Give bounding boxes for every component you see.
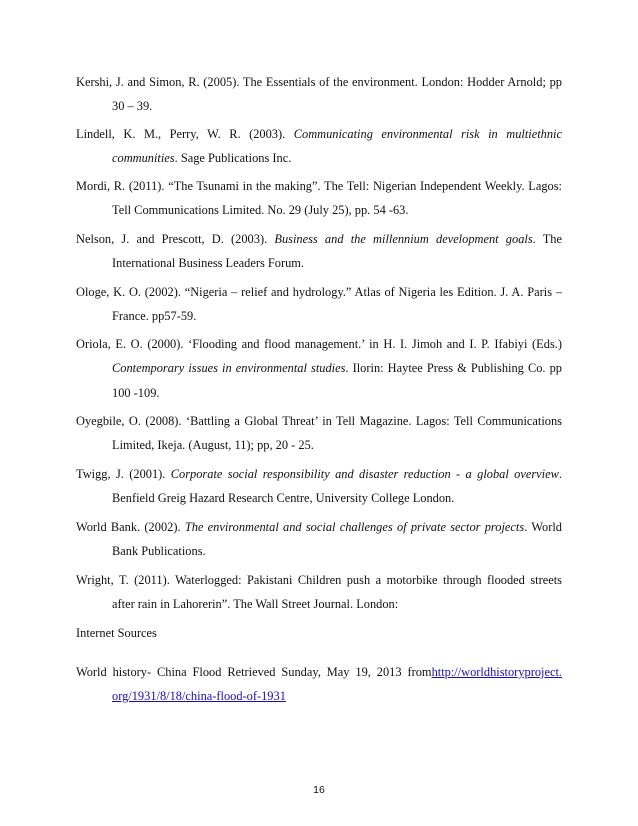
reference-entry: [76, 568, 562, 617]
reference-line: International Business Leaders Forum.: [112, 256, 305, 271]
reference-line: [76, 462, 562, 486]
reference-line: Tell Communications Limited. No. 29 (July 25), pp. 54 -63.: [112, 203, 409, 218]
reference-entry: [76, 515, 562, 564]
reference-line: Ologe, K. O. (2002). “Nigeria – relief and hydrology.” Atlas of Nigeria les Edition. J. A. Paris –: [76, 285, 562, 299]
reference-title: communities: [112, 151, 175, 166]
reference-line: Wright, T. (2011). Waterlogged: Pakistani Children push a motorbike through flooded streets: [76, 573, 562, 587]
reference-line: [76, 356, 562, 380]
reference-entry: [76, 174, 562, 223]
reference-line: [76, 660, 562, 684]
reference-punctuation: .: [558, 467, 562, 481]
reference-link[interactable]: org/1931/8/18/china-flood-of-1931: [112, 689, 286, 704]
reference-publisher: . The: [532, 232, 562, 246]
reference-line: 100 -109.: [112, 385, 160, 400]
reference-publisher: . Ilorin: Haytee Press & Publishing Co. pp: [345, 361, 562, 376]
reference-author: Twigg, J. (2001).: [76, 467, 171, 481]
reference-line: after rain in Lahorerin”. The Wall Street Journal. London:: [112, 597, 399, 612]
reference-entry: [76, 122, 562, 171]
section-heading: Internet Sources: [76, 626, 157, 640]
reference-line: Mordi, R. (2011). “The Tsunami in the making”. The Tell: Nigerian Independent Weekly. Lagos:: [76, 179, 562, 193]
reference-author: World Bank. (2002).: [76, 520, 185, 534]
reference-entry: [76, 280, 562, 329]
reference-author: Lindell, K. M., Perry, W. R. (2003).: [76, 127, 294, 141]
reference-title: The environmental and social challenges of private sector projects: [184, 520, 525, 534]
reference-line: [76, 146, 562, 170]
reference-entry: [76, 660, 562, 709]
reference-line: Limited, Ikeja. (August, 11); pp, 20 - 25.: [112, 438, 314, 453]
reference-line: Oyegbile, O. (2008). ‘Battling a Global Threat’ in Tell Magazine. Lagos: Tell Communications: [76, 414, 562, 428]
reference-title: Contemporary issues in environmental studies: [112, 361, 346, 376]
reference-entry: [76, 409, 562, 458]
reference-publisher: . World: [524, 520, 562, 534]
reference-line: [76, 684, 562, 708]
reference-entry: [76, 227, 562, 276]
reference-author: Nelson, J. and Prescott, D. (2003).: [76, 232, 275, 246]
reference-line: Benfield Greig Hazard Research Centre, University College London.: [112, 491, 455, 506]
reference-publisher: . Sage Publications Inc.: [174, 151, 292, 166]
reference-line: Kershi, J. and Simon, R. (2005). The Essentials of the environment. London: Hodder Arnold; pp: [76, 75, 562, 89]
reference-link[interactable]: http://worldhistoryproject.: [431, 665, 562, 679]
reference-line: Oriola, E. O. (2000). ‘Flooding and flood management.’ in H. I. Jimoh and I. P. Ifabiyi (Eds.): [76, 337, 562, 351]
reference-title: Corporate social responsibility and disaster reduction - a global overview: [170, 467, 559, 481]
reference-title: Business and the millennium development goals: [274, 232, 533, 246]
page-number: 16: [313, 784, 325, 796]
reference-entry: [76, 462, 562, 511]
reference-entry: [76, 70, 562, 119]
reference-text: World history- China Flood Retrieved Sunday, May 19, 2013 from: [76, 665, 432, 679]
reference-line: France. pp57-59.: [112, 309, 197, 324]
reference-title: Communicating environmental risk in multiethnic: [293, 127, 562, 141]
reference-line: [76, 122, 562, 146]
reference-entry: [76, 332, 562, 405]
reference-line: 30 – 39.: [112, 99, 153, 114]
reference-line: Bank Publications.: [112, 544, 206, 559]
reference-line: [76, 515, 562, 539]
reference-line: [76, 227, 562, 251]
